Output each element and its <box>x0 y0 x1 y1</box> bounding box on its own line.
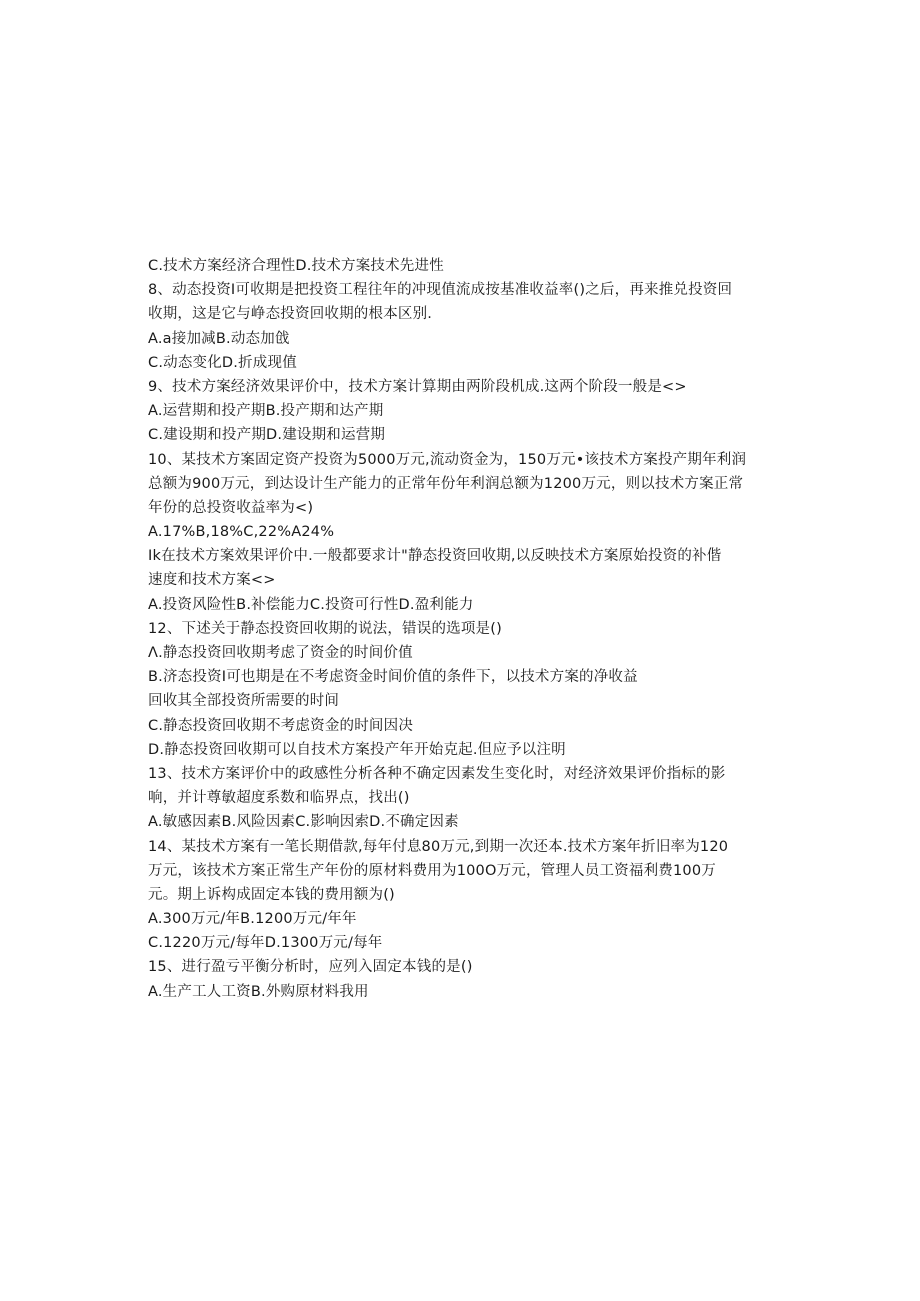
text-line: 速度和技术方案<> <box>148 572 276 589</box>
text-line: B.济态投资I可也期是在不考虑资金时间价值的条件下，以技术方案的净收益 <box>148 669 638 686</box>
text-line: 8、动态投资I可收期是把投资工程往年的冲现值流成按基准收益率()之后，再来推兑投资回 <box>148 282 733 299</box>
text-line: 13、技术方案评价中的政感性分析各种不确定因素发生变化时，对经济效果评价指标的影 <box>148 765 726 782</box>
text-line: 14、某技术方案有一笔长期借款,每年付息80万元,到期一次还本.技术方案年折旧率为120 <box>148 838 729 855</box>
text-line: 万元，该技术方案正常生产年份的原材料费用为100O万元，管理人员工资福利费100万 <box>148 862 716 879</box>
text-line: C.1220万元/每年D.1300万元/每年 <box>148 935 383 952</box>
text-line: 元。期上诉构成固定本钱的费用额为() <box>148 886 395 903</box>
text-line: C.静态投资回收期不考虑资金的时间因决 <box>148 717 414 734</box>
document-body <box>148 254 788 1004</box>
text-line: 9、技术方案经济效果评价中，技术方案计算期由两阶段机成.这两个阶段一般是<> <box>148 378 687 395</box>
text-line: 回收其全部投资所需要的时间 <box>148 693 340 710</box>
text-line: C.动态变化D.折成现值 <box>148 354 297 371</box>
text-line: 收期，这是它与峥态投资回收期的根本区别. <box>148 306 433 323</box>
text-line: 响，并计尊敏超度系数和临界点，找出() <box>148 790 410 807</box>
text-line: A.300万元/年B.1200万元/年年 <box>148 911 357 928</box>
text-line: A.生产工人工资B.外购原材料我用 <box>148 983 369 1000</box>
text-line: C.建设期和投产期D.建设期和运营期 <box>148 427 386 444</box>
text-line: D.静态投资回收期可以自技术方案投产年开始克起.但应予以注明 <box>148 741 566 758</box>
text-line: Ik在技术方案效果评价中.一般都要求计"静态投资回收期,以反映技术方案原始投资的补偕 <box>148 548 722 565</box>
text-line: 总额为900万元，到达设计生产能力的正常年份年利润总额为1200万元，则以技术方案正常 <box>148 475 744 492</box>
text-line: 15、进行盈亏平衡分析时，应列入固定本钱的是() <box>148 959 473 976</box>
text-line: A.投资风险性B.补偿能力C.投资可行性D.盈利能力 <box>148 596 474 613</box>
text-line: 年份的总投资收益率为<) <box>148 499 314 516</box>
text-line: C.技术方案经济合理性D.技术方案技术先进性 <box>148 258 444 274</box>
text-line: Λ.静态投资回收期考虑了资金的时间价值 <box>148 645 413 661</box>
text-line: A.敏感因素B.风险因素C.影响因索D.不确定因素 <box>148 814 459 831</box>
text-line: A.a接加减B.动态加戗 <box>148 330 290 347</box>
text-line: A.17%B,18%C,22%A24% <box>148 524 335 541</box>
text-line: 10、某技术方案固定资产投资为5000万元,流动资金为，150万元•该技术方案投产期年利润 <box>148 451 747 468</box>
text-line: A.运营期和投产期B.投产期和达产期 <box>148 403 384 420</box>
text-line: 12、下述关于静态投资回收期的说法，错误的选项是() <box>148 620 502 637</box>
